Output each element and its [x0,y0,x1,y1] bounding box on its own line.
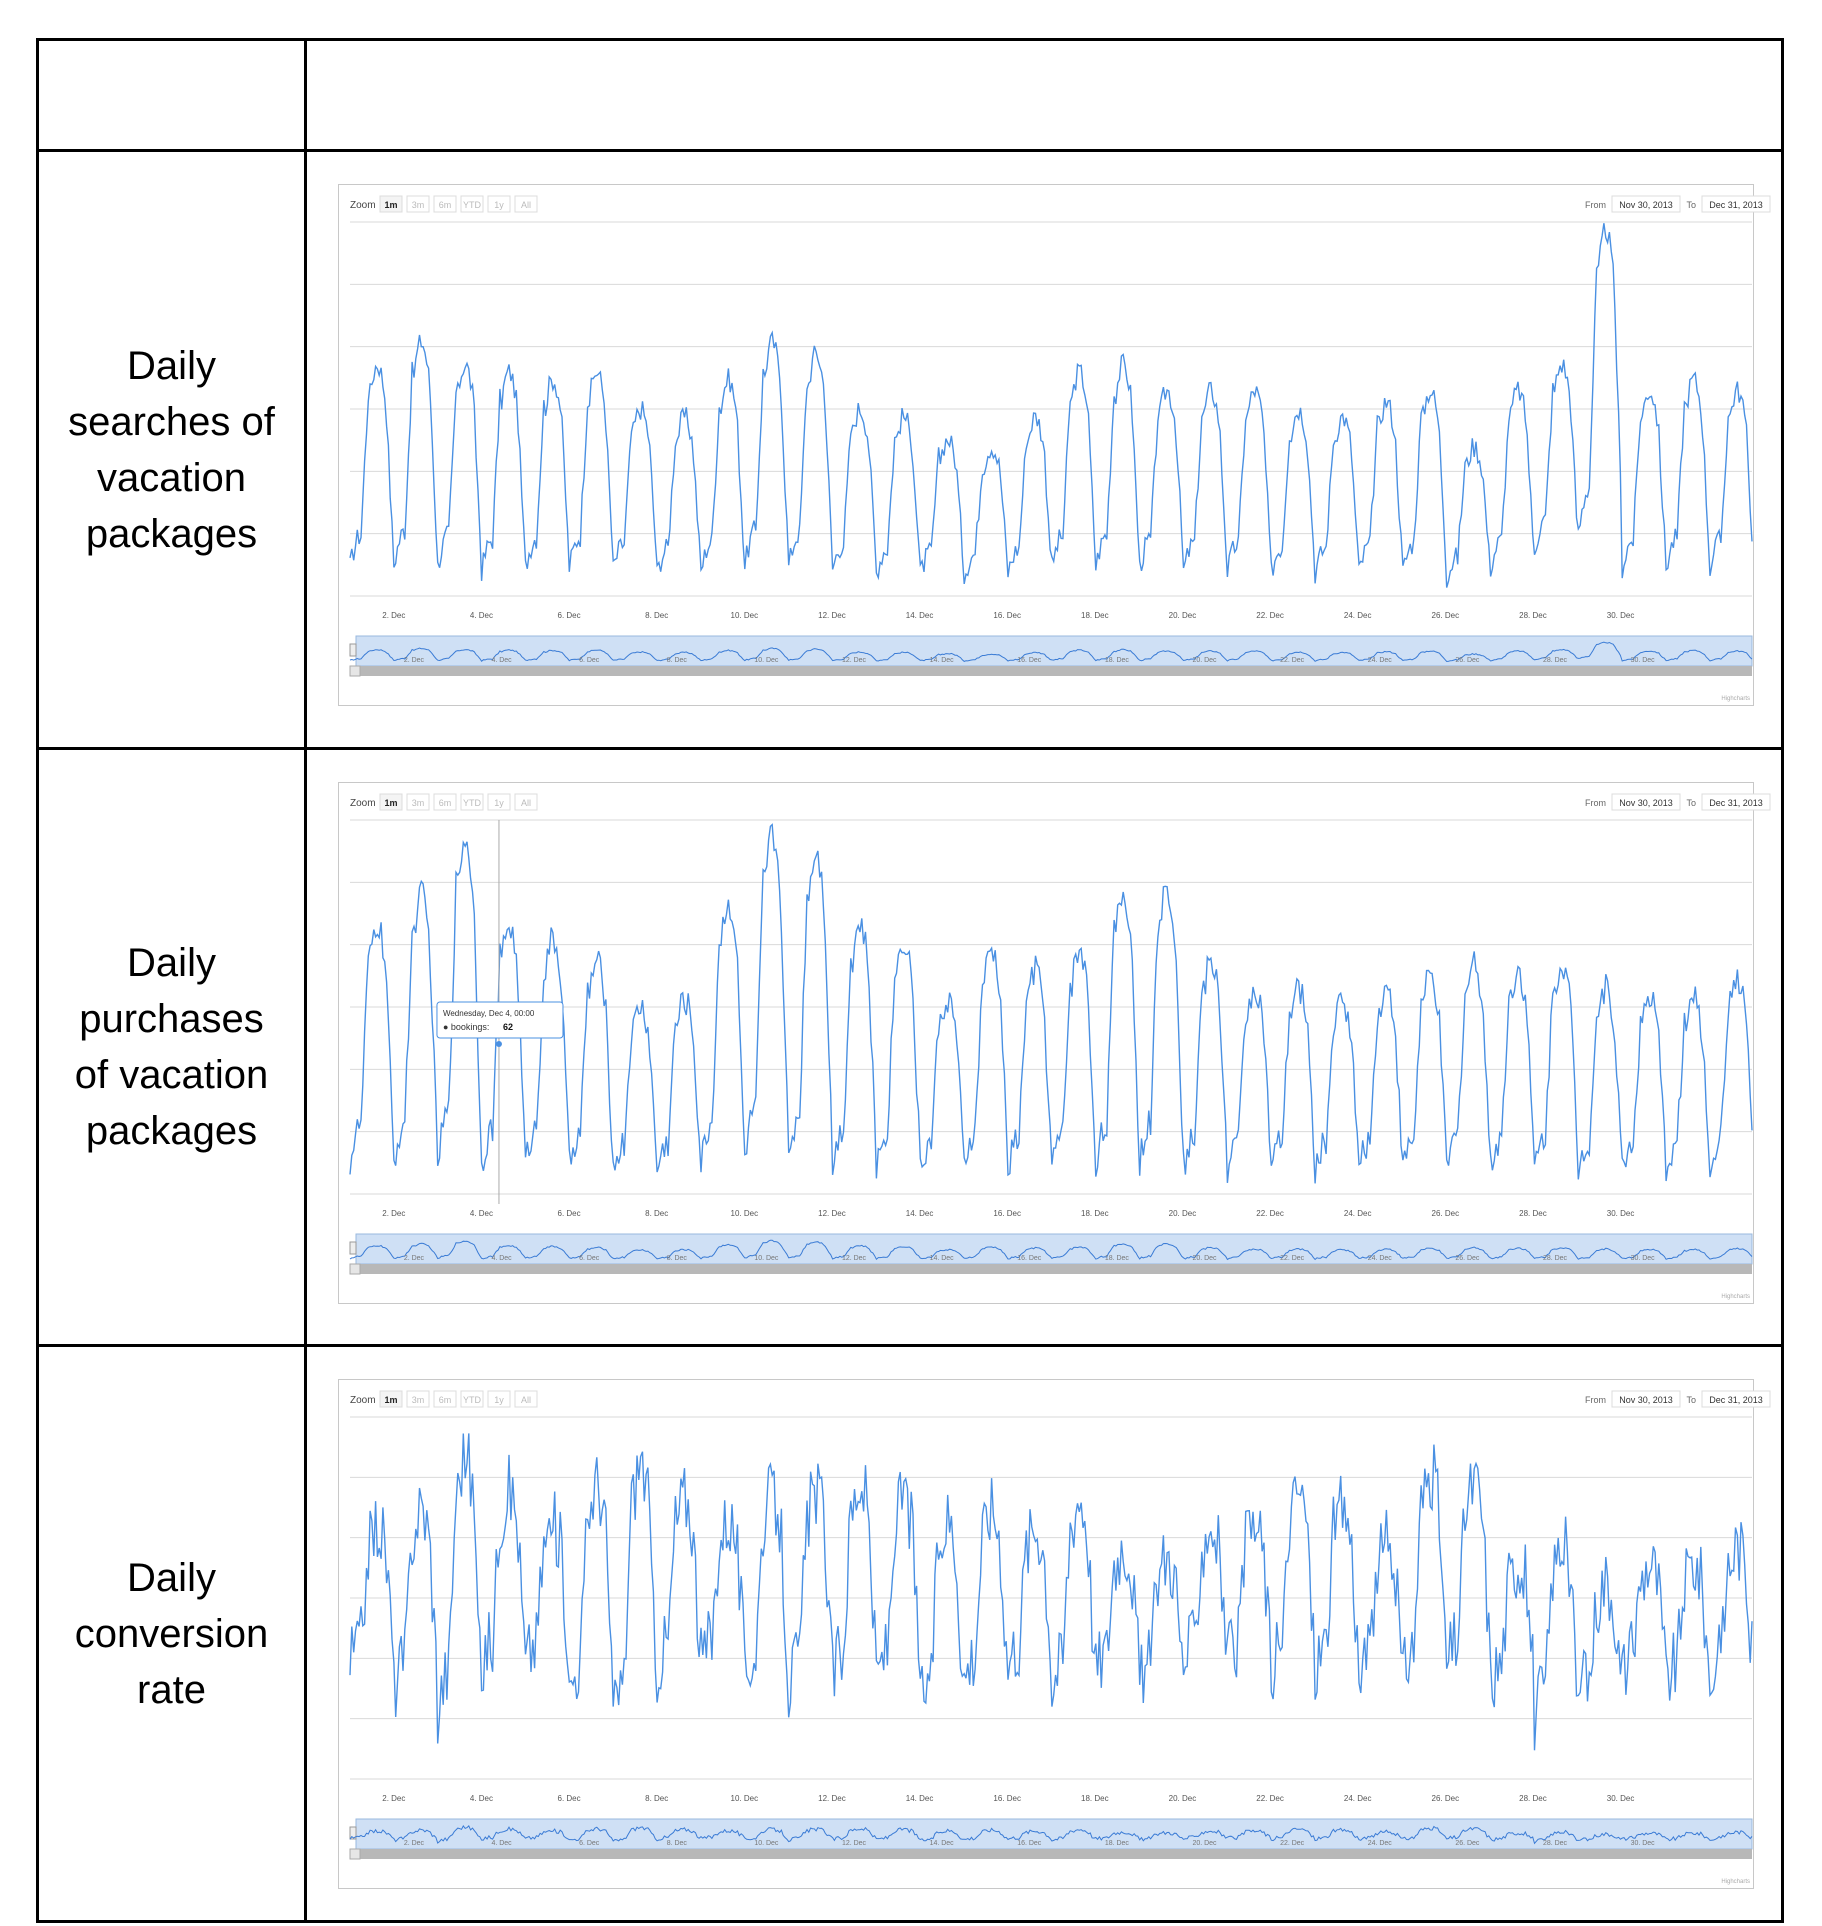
navigator-tick-label: 22. Dec [1280,657,1305,664]
x-tick-label: 26. Dec [1431,1794,1460,1803]
zoom-button-label[interactable]: 6m [438,798,452,808]
zoom-label: Zoom [350,1395,376,1406]
navigator-tick-label: 28. Dec [1542,1255,1568,1262]
to-date-value[interactable]: Dec 31, 2013 [1709,798,1763,808]
navigator-tick-label: 14. Dec [929,1840,954,1847]
navigator-tick-label: 18. Dec [1104,1840,1129,1847]
navigator-tick-label: 30. Dec [1630,1840,1655,1847]
row-label-conversion [38,1346,306,1922]
navigator-handle-left[interactable] [350,1242,356,1254]
navigator-tick-label: 10. Dec [754,657,779,664]
navigator-tick-label: 14. Dec [929,1255,954,1262]
navigator-tick-label: 8. Dec [666,1255,687,1262]
row-label-line: rate [137,1667,206,1712]
x-tick-label: 30. Dec [1606,1794,1635,1803]
row-label-line: of vacation [74,1053,269,1097]
x-tick-label: 10. Dec [730,1209,759,1218]
zoom-button-label[interactable]: All [520,200,532,210]
navigator-tick-label: 30. Dec [1630,657,1655,664]
x-tick-label: 12. Dec [818,1794,846,1803]
chart-frame [339,185,1754,706]
x-tick-label: 10. Dec [730,611,759,620]
zoom-button-label[interactable]: 6m [438,1395,452,1405]
navigator-tick-label: 2. Dec [403,657,425,664]
to-label: To [1686,798,1696,808]
x-tick-label: 8. Dec [645,1794,669,1803]
zoom-button-label[interactable]: 1m [384,200,398,210]
row-label-purchases [38,749,306,1346]
to-date-value[interactable]: Dec 31, 2013 [1709,1395,1763,1405]
row-label-line: packages [85,1109,258,1153]
zoom-button-label[interactable]: 1m [384,798,398,808]
navigator-tick-label: 14. Dec [929,657,954,664]
zoom-button-label[interactable]: 1y [494,200,504,210]
zoom-button-label[interactable]: 1y [494,798,504,808]
x-tick-label: 4. Dec [469,1794,493,1803]
x-tick-label: 24. Dec [1343,611,1372,620]
x-tick-label: 6. Dec [557,611,581,620]
from-date-value[interactable]: Nov 30, 2013 [1619,200,1673,210]
x-tick-label: 4. Dec [469,1209,493,1218]
table-row [38,749,1783,1346]
x-tick-label: 14. Dec [905,611,934,620]
navigator-tick-label: 12. Dec [841,657,867,664]
conversion-chart [338,1379,1763,1889]
chart-cell-conversion [306,1346,1783,1922]
x-tick-label: 16. Dec [993,1794,1021,1803]
zoom-button-label[interactable]: 3m [411,798,425,808]
navigator-tick-label: 16. Dec [1017,1255,1042,1262]
x-tick-label: 24. Dec [1343,1209,1372,1218]
navigator-tick-label: 4. Dec [491,1840,512,1847]
to-label: To [1686,200,1696,210]
zoom-button-label[interactable]: 3m [411,200,425,210]
from-date-value[interactable]: Nov 30, 2013 [1619,1395,1673,1405]
x-tick-label: 16. Dec [993,1209,1021,1218]
scrollbar[interactable] [350,1264,1752,1274]
navigator-tick-label: 4. Dec [491,1255,512,1262]
tooltip-series: ● bookings: [442,1022,490,1032]
zoom-label: Zoom [350,798,376,809]
navigator-tick-label: 26. Dec [1455,1255,1480,1262]
row-label-line: conversion [74,1611,269,1656]
navigator-tick-label: 22. Dec [1280,1840,1305,1847]
header-cell-right [306,40,1783,151]
zoom-button-label[interactable]: YTD [463,1395,481,1405]
chart-frame [339,1380,1754,1889]
row-label-line: packages [85,511,258,556]
navigator-tick-label: 8. Dec [666,657,687,664]
row-label-line: vacation [97,455,246,500]
highcharts-credit: Highcharts [1721,1879,1750,1885]
navigator-tick-label: 28. Dec [1542,657,1568,664]
x-tick-label: 6. Dec [557,1209,581,1218]
scrollbar-left-arrow[interactable] [350,1264,360,1274]
scrollbar[interactable] [350,666,1752,676]
from-date-value[interactable]: Nov 30, 2013 [1619,798,1673,808]
navigator-tick-label: 22. Dec [1280,1255,1305,1262]
from-label: From [1585,798,1606,808]
row-label-line: purchases [79,997,264,1041]
scrollbar-left-arrow[interactable] [350,1849,360,1859]
tooltip-box [437,1002,563,1038]
x-tick-label: 26. Dec [1431,1209,1460,1218]
header-cell-left [38,40,306,151]
x-tick-label: 12. Dec [818,611,846,620]
x-tick-label: 8. Dec [645,1209,669,1218]
x-tick-label: 22. Dec [1256,1794,1284,1803]
scrollbar[interactable] [350,1849,1752,1859]
navigator-tick-label: 20. Dec [1192,1840,1217,1847]
x-tick-label: 22. Dec [1256,611,1284,620]
x-tick-label: 2. Dec [382,611,406,620]
navigator-tick-label: 6. Dec [579,657,600,664]
highcharts-credit: Highcharts [1721,696,1750,702]
table-row [38,1346,1783,1922]
navigator-handle-left[interactable] [350,644,356,656]
x-tick-label: 18. Dec [1081,611,1109,620]
x-tick-label: 28. Dec [1519,1209,1547,1218]
highcharts-credit: Highcharts [1721,1294,1750,1300]
zoom-button-label[interactable]: 6m [438,200,452,210]
navigator-tick-label: 6. Dec [579,1255,600,1262]
x-tick-label: 28. Dec [1519,611,1547,620]
x-tick-label: 16. Dec [993,611,1021,620]
row-label-line: Daily [127,1555,216,1600]
navigator-tick-label: 16. Dec [1017,1840,1042,1847]
tooltip-date: Wednesday, Dec 4, 00:00 [442,1009,535,1018]
x-tick-label: 14. Dec [905,1794,934,1803]
tooltip-value: 62 [502,1022,513,1032]
x-tick-label: 28. Dec [1519,1794,1547,1803]
to-date-value[interactable]: Dec 31, 2013 [1709,200,1763,210]
x-tick-label: 8. Dec [645,611,669,620]
navigator-tick-label: 10. Dec [754,1255,779,1262]
zoom-button-label[interactable]: YTD [463,200,481,210]
x-tick-label: 26. Dec [1431,611,1460,620]
x-tick-label: 20. Dec [1168,1794,1197,1803]
table-row [38,151,1783,749]
zoom-button-label[interactable]: All [520,798,532,808]
navigator-tick-label: 24. Dec [1367,1840,1392,1847]
searches-chart [338,184,1763,706]
x-tick-label: 12. Dec [818,1209,846,1218]
header-row [38,40,1783,151]
row-label-searches [38,151,306,749]
scrollbar-left-arrow[interactable] [350,666,360,676]
navigator-tick-label: 24. Dec [1367,1255,1392,1262]
chart-cell-purchases [306,749,1783,1346]
navigator-tick-label: 28. Dec [1542,1840,1568,1847]
comparison-table [36,38,1784,1923]
navigator-tick-label: 16. Dec [1017,657,1042,664]
x-tick-label: 30. Dec [1606,611,1635,620]
x-tick-label: 4. Dec [469,611,493,620]
zoom-button-label[interactable]: All [520,1395,532,1405]
navigator-tick-label: 12. Dec [841,1840,867,1847]
navigator-tick-label: 26. Dec [1455,1840,1480,1847]
navigator-tick-label: 10. Dec [754,1840,779,1847]
row-label-line: Daily [127,343,216,388]
navigator-tick-label: 20. Dec [1192,1255,1217,1262]
row-label-line: Daily [127,941,216,985]
zoom-label: Zoom [350,200,376,211]
x-tick-label: 20. Dec [1168,611,1197,620]
to-label: To [1686,1395,1696,1405]
x-tick-label: 24. Dec [1343,1794,1372,1803]
from-label: From [1585,200,1606,210]
tooltip-marker [496,1041,502,1047]
zoom-button-label[interactable]: 3m [411,1395,425,1405]
navigator-tick-label: 26. Dec [1455,657,1480,664]
zoom-button-label[interactable]: 1m [384,1395,398,1405]
zoom-button-label[interactable]: YTD [463,798,481,808]
navigator-tick-label: 8. Dec [666,1840,687,1847]
row-label-line: searches of [68,399,275,444]
navigator-tick-label: 30. Dec [1630,1255,1655,1262]
navigator-tick-label: 24. Dec [1367,657,1392,664]
x-tick-label: 2. Dec [382,1794,406,1803]
x-tick-label: 2. Dec [382,1209,406,1218]
navigator-tick-label: 2. Dec [403,1840,425,1847]
x-tick-label: 18. Dec [1081,1794,1109,1803]
zoom-button-label[interactable]: 1y [494,1395,504,1405]
navigator-tick-label: 12. Dec [841,1255,867,1262]
navigator-tick-label: 20. Dec [1192,657,1217,664]
x-tick-label: 22. Dec [1256,1209,1284,1218]
navigator-tick-label: 2. Dec [403,1255,425,1262]
x-tick-label: 20. Dec [1168,1209,1197,1218]
x-tick-label: 6. Dec [557,1794,581,1803]
x-tick-label: 30. Dec [1606,1209,1635,1218]
navigator-tick-label: 6. Dec [579,1840,600,1847]
navigator-tick-label: 18. Dec [1104,657,1129,664]
from-label: From [1585,1395,1606,1405]
navigator-tick-label: 18. Dec [1104,1255,1129,1262]
purchases-chart [338,782,1763,1304]
x-tick-label: 14. Dec [905,1209,934,1218]
navigator-tick-label: 4. Dec [491,657,512,664]
x-tick-label: 10. Dec [730,1794,759,1803]
x-tick-label: 18. Dec [1081,1209,1109,1218]
chart-cell-searches [306,151,1783,749]
